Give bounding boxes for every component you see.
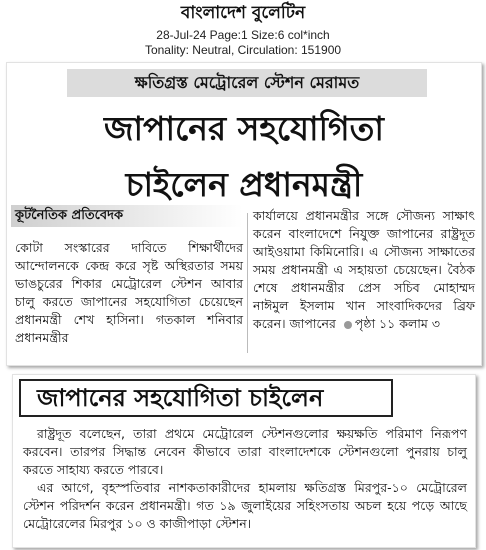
headline-line-1: জাপানের সহযোগিতা xyxy=(103,109,385,148)
article-kicker: ক্ষতিগ্রস্ত মেট্রোরেল স্টেশন মেরামত xyxy=(67,69,427,97)
newspaper-masthead: বাংলাদেশ বুলেটিন xyxy=(180,3,306,23)
continuation-clipping xyxy=(12,374,476,548)
headline-line-2: চাইলেন প্রধানমন্ত্রী xyxy=(125,165,363,204)
clipping-meta-line: 28-Jul-24 Page:1 Size:6 col*inch xyxy=(156,28,330,42)
article-column-1: কোটা সংস্কারের দাবিতে শিক্ষার্থীদের আন্দোলনকে কেন্দ্র করে সৃষ্ট অস্থিরতার সময় ভাঙচুরের শিকার মেট্রোরেল স্টেশন আবার চালু করতে জাপানের সহযোগিতা চেয়েছেন প্রধানমন্ত্রী শেখ হাসিনা। গতকাল শনিবার প্রধানমন্ত্রীর xyxy=(15,240,243,345)
continuation-headline: জাপানের সহযোগিতা চাইলেন xyxy=(19,379,393,417)
article-byline: কূটনৈতিক প্রতিবেদক xyxy=(11,205,243,227)
continuation-paragraph-1: রাষ্ট্রদূত বলেছেন, তারা প্রথমে মেট্রোরেল স্টেশনগুলোর ক্ষয়ক্ষতি পরিমাণ নিরূপণ করবেন। তারপর সিদ্ধান্ত নেবেন কীভাবে তারা বাংলাদেশকে স্টেশনগুলো পুনরায় চালু করতে সাহায্য করতে পারবে। xyxy=(23,426,467,477)
bullet-icon xyxy=(344,321,352,329)
continuation-body xyxy=(23,425,467,533)
continued-reference: পৃষ্ঠা ১১ কলাম ৩ xyxy=(354,316,440,331)
article-clipping xyxy=(6,62,482,366)
column-divider xyxy=(247,213,248,353)
clipping-tonality-line: Tonality: Neutral, Circulation: 151900 xyxy=(144,43,342,57)
article-column-2-text: কার্যালয়ে প্রধানমন্ত্রীর সঙ্গে সৌজন্য সাক্ষাৎ করেন বাংলাদেশে নিযুক্ত জাপানের রাষ্ট্রদূত আইওয়ামা কিমিনোরি। এ সৌজন্য সাক্ষাতের সময় প্রধানমন্ত্রী এ সহায়তা চেয়েছেন। বৈঠক শেষে প্রধানমন্ত্রীর প্রেস সচিব মোহাম্মদ নাঈমুল ইসলাম খান সাংবাদিকদের ব্রিফ করেন। জাপানের xyxy=(253,208,475,331)
continuation-paragraph-2: এর আগে, বৃহস্পতিবার নাশকতাকারীদের হামলায় ক্ষতিগ্রস্ত মিরপুর-১০ মেট্রোরেল স্টেশন পরিদর্শন করেন প্রধানমন্ত্রী। গত ১৯ জুলাইয়ের সহিংসতায় অচল হয়ে পড়ে আছে মেট্রোরেলের মিরপুর ১০ ও কাজীপাড়া স্টেশন। xyxy=(23,480,467,531)
article-column-2 xyxy=(253,207,475,333)
